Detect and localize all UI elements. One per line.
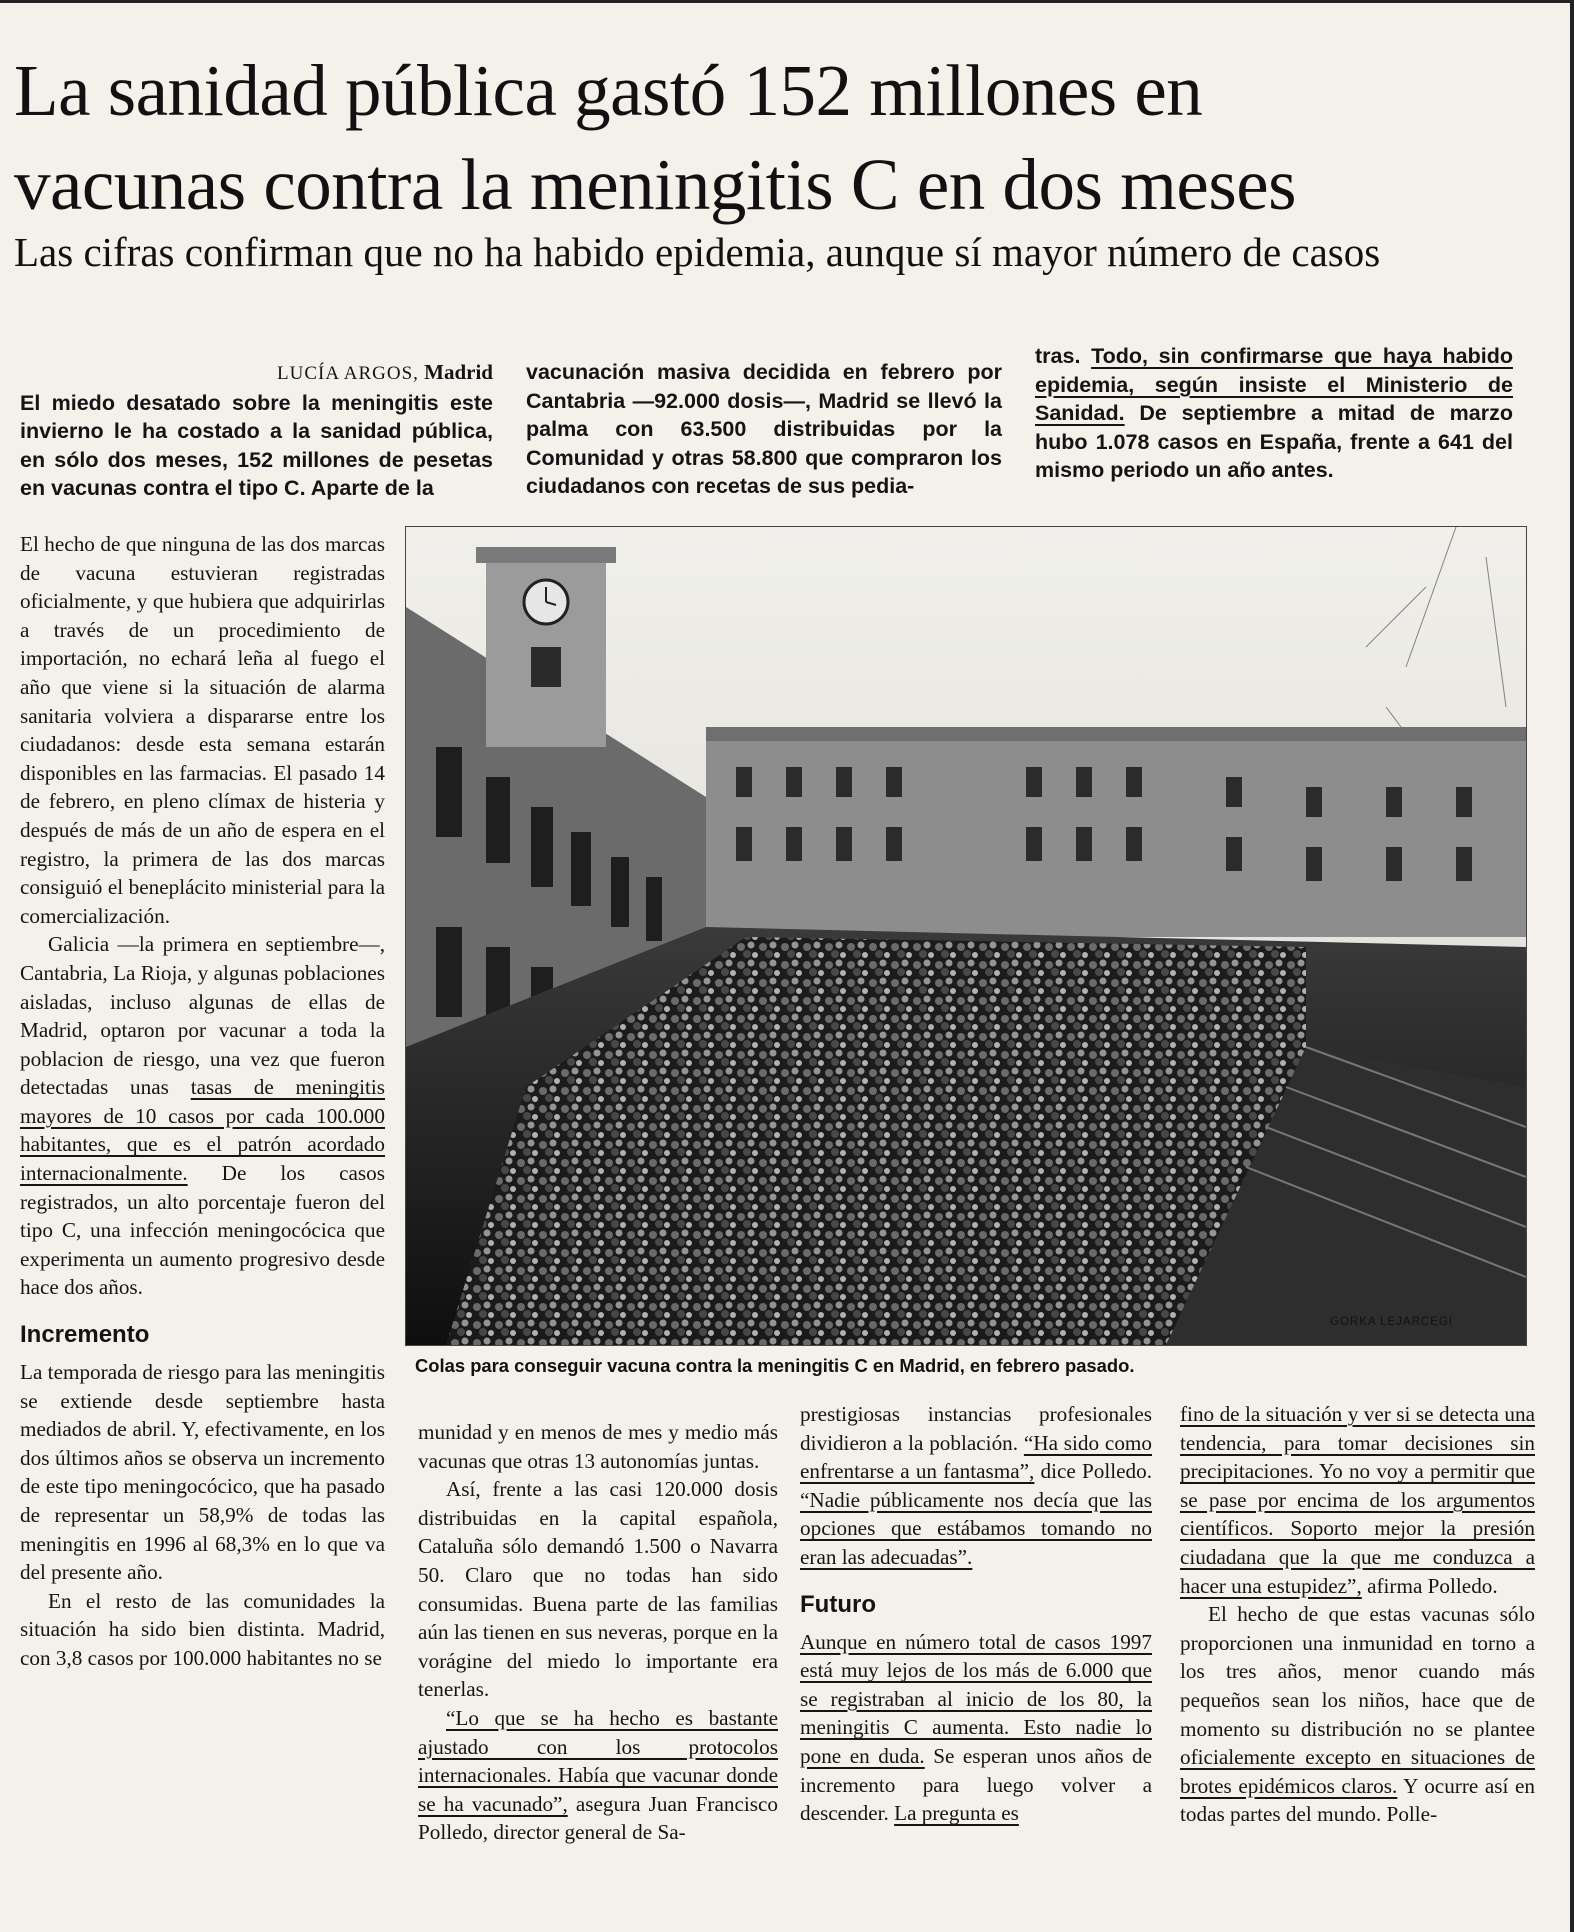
body-paragraph <box>418 1704 778 1847</box>
body-text: Galicia —la primera en septiembre—, Cantabria, La Rioja, y algunas poblaciones aisladas, incluso algunas de ellas de Madrid, optaron por vacunar a toda la poblacion de riesgo, una vez que fueron detectadas unas <box>20 932 385 1100</box>
body-text: El hecho de que estas vacunas sólo proporcionen una inmunidad en torno a los tres años, menor cuando más pequeños sean los niños, hace que de momento su distribución no se plantee <box>1180 1602 1535 1741</box>
body-text: afirma Polledo. <box>1367 1573 1498 1598</box>
body-text: asegura Juan Francisco Polledo, director general de Sa- <box>418 1791 778 1845</box>
photo-credit: GORKA LEJARCEGI <box>1330 1316 1454 1328</box>
section-heading-futuro: Futuro <box>800 1590 876 1618</box>
photo-illustration <box>406 527 1526 1345</box>
body-paragraph <box>20 930 385 1302</box>
body-text: prestigiosas instancias profesionales dividieron a la población. <box>800 1402 1152 1455</box>
byline-author: LUCÍA ARGOS, <box>277 363 419 384</box>
body-paragraph: La temporada de riesgo para las meningitis se extiende desde septiembre hasta mediados de abril. Y, efectivamente, en los dos últimos años se observa un incremento de este tipo meningocócico, que ha pasado de representar un 58,9% de todas las meningitis en 1996 al 68,3% en lo que va del presente año. <box>20 1360 385 1585</box>
quote-text: fino de la situación y ver si se detecta una tendencia, para tomar decisiones sin precipitaciones. Yo no voy a permitir que se pase por encima de los argumentos científicos. Soporto mejor la presión ciudadana que la que me conduzca a hacer una estupidez”, <box>1180 1402 1535 1598</box>
section-heading-incremento: Incremento <box>20 1321 150 1349</box>
quote-text: “Nadie públicamente nos decía que las opciones que estábamos tomando no eran las adecuadas”. <box>800 1487 1152 1569</box>
headline-line-1: La sanidad pública gastó 152 millones en <box>14 50 1203 131</box>
body-column-3 <box>800 1400 1152 1828</box>
body-text: Se esperan unos años de incremento para luego volver a descender. <box>800 1743 1152 1826</box>
body-column-2 <box>418 1418 778 1847</box>
crowd-photograph <box>405 526 1527 1346</box>
headline <box>14 44 1544 232</box>
body-text: Y ocurre así en todas partes del mundo. Polle- <box>1180 1773 1535 1827</box>
underlined-text: Aunque en número total de casos 1997 está muy lejos de los más de 6.000 que se registraban al inicio de los 80, la meningitis C aumenta. Esto nadie lo pone en duda. <box>800 1629 1152 1768</box>
body-paragraph: Así, frente a las casi 120.000 dosis distribuidas en la capital española, Cataluña sólo demandó 1.500 o Navarra 50. Claro que no todas han sido consumidas. Buena parte de las familias aún las tienen en sus neveras, porque en la vorágine del miedo lo importante era tenerlas. <box>418 1477 778 1702</box>
quote-text: “Ha sido como enfrentarse a un fantasma”, <box>800 1430 1152 1484</box>
subheadline: Las cifras confirman que no ha habido epidemia, aunque sí mayor número de casos <box>14 229 1381 275</box>
photo-caption: Colas para conseguir vacuna contra la meningitis C en Madrid, en febrero pasado. <box>415 1355 1135 1376</box>
body-paragraph: En el resto de las comunidades la situación ha sido bien distinta. Madrid, con 3,8 casos por 100.000 habitantes no se <box>20 1588 385 1670</box>
underlined-text: La pregunta es <box>894 1801 1019 1826</box>
headline-line-2: vacunas contra la meningitis C en dos meses <box>14 144 1297 225</box>
top-rule <box>0 0 1574 3</box>
right-rule <box>1570 0 1574 1932</box>
underlined-text: oficialemente excepto en situaciones de brotes epidémicos claros. <box>1180 1745 1535 1798</box>
lead-text-a: tras. <box>1035 344 1081 368</box>
underlined-text: tasas de meningitis mayores de 10 casos por cada 100.000 habitantes, que es el patrón acordado internacionalmente. <box>20 1075 385 1186</box>
body-paragraph <box>800 1400 1152 1572</box>
lead-paragraph-1: El miedo desatado sobre la meningitis este invierno le ha costado a la sanidad pública, en sólo dos meses, 152 millones de pesetas en vacunas contra el tipo C. Aparte de la <box>20 390 493 501</box>
lead-highlight: Todo, sin confirmarse que haya habido epidemia, según insiste el Ministerio de Sanidad. <box>1035 344 1513 426</box>
body-column-4 <box>1180 1400 1535 1829</box>
lead-paragraph-2: vacunación masiva decidida en febrero por Cantabria —92.000 dosis—, Madrid se llevó la palma con 63.500 distribuidas por la Comunidad y otras 58.800 que compraron los ciudadanos con recetas de sus pedia- <box>526 360 1002 499</box>
body-column-1 <box>20 530 385 1673</box>
body-paragraph <box>1180 1600 1535 1829</box>
body-text: dice Polledo. <box>1040 1459 1153 1484</box>
body-paragraph <box>800 1628 1152 1828</box>
quote-text: “Lo que se ha hecho es bastante ajustado con los protocolos internacionales. Había que vacunar donde se ha vacunado”, <box>418 1705 778 1816</box>
body-paragraph: El hecho de que ninguna de las dos marcas de vacuna estuvieran registradas oficialmente, y que hubiera que adquirirlas a través de un procedimiento de importación, no echará leña al fuego el año que viene si la situación de alarma sanitaria volviera a dispararse entre los ciudadanos: desde esta semana estarán disponibles en las farmacias. El pasado 14 de febrero, en pleno clímax de histeria y después de más de un año de espera en el registro, la primera de las dos marcas consiguió el beneplácito ministerial para la comercialización. <box>20 532 385 928</box>
byline-city: Madrid <box>424 360 493 384</box>
lead-column-1 <box>20 358 493 503</box>
lead-text-c: De septiembre a mitad de marzo hubo 1.078 casos en España, frente a 641 del mismo periodo un año antes. <box>1035 401 1513 483</box>
lead-paragraph-3 <box>1035 342 1513 485</box>
byline <box>20 358 493 389</box>
body-text: De los casos registrados, un alto porcentaje fueron del tipo C, una infección meningocócica que experimenta un aumento progresivo desde hace dos años. <box>20 1161 385 1300</box>
lead-column-3 <box>1035 342 1513 485</box>
body-paragraph <box>1180 1400 1535 1600</box>
lead-column-2 <box>526 358 1002 501</box>
body-paragraph: munidad y en menos de mes y medio más vacunas que otras 13 autonomías juntas. <box>418 1420 778 1473</box>
